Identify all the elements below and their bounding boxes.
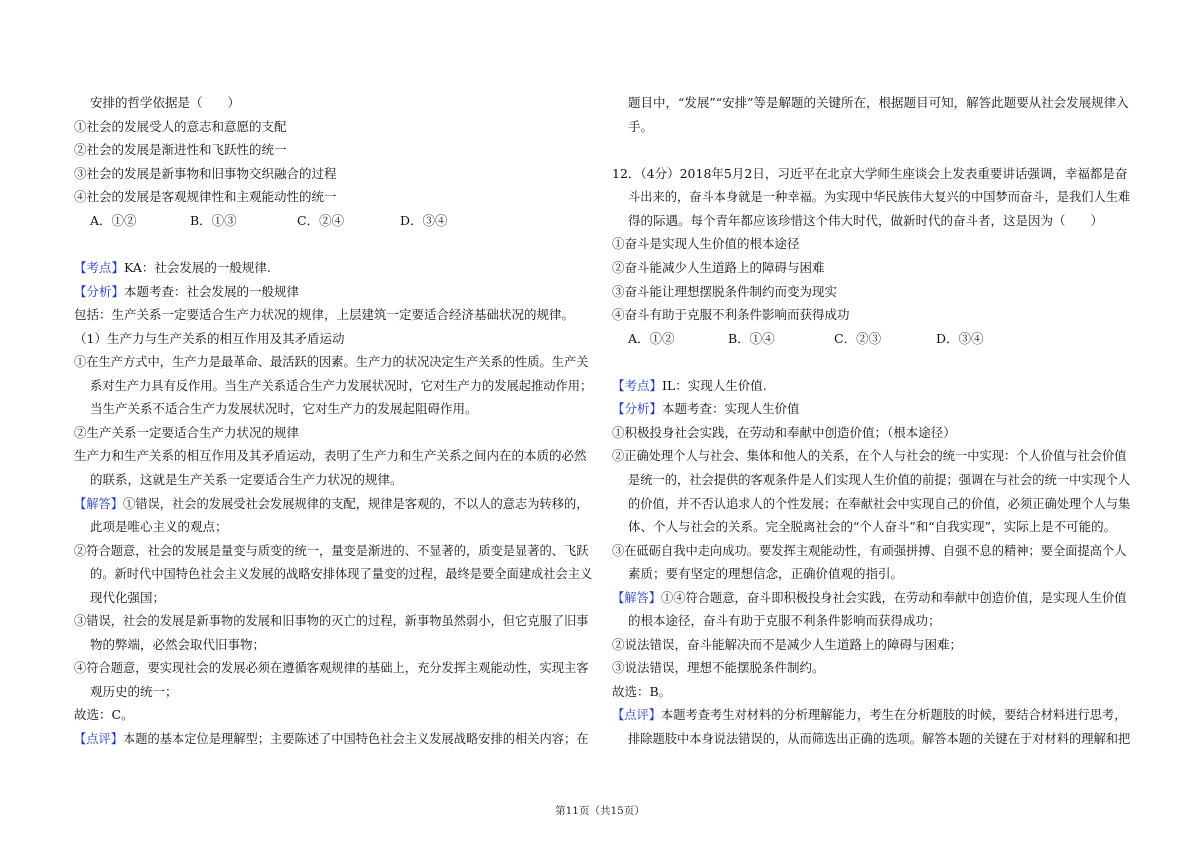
jieda-text: ①错误，社会的发展受社会发展规律的支配，规律是客观的，不以人的意志为转移的， [123,497,589,511]
jieda-para: 的。新时代中国特色社会主义发展的战略安排体现了量变的过程，最终是要全面建成社会主义 [90,567,593,581]
fenxi-para: （1）生产力与生产关系的相互作用及其矛盾运动 [74,331,345,346]
question-12-stem: 12．（4分）2018年5月2日，习近平在北京大学师生座谈会上发表重要讲话强调，幸福都是奋 [612,166,1128,181]
fenxi-para: 的联系，这就是生产关系一定要适合生产力状况的规律。 [90,472,403,487]
question-12-stem: 斗出来的，奋斗本身就是一种幸福。为实现中华民族伟大复兴的中国梦而奋斗，是我们人生难 [628,190,1131,204]
jieda-tag: 【解答】 [74,497,123,511]
kaodian-text: IL：实现人生价值. [662,378,767,393]
dianping-tag: 【点评】 [612,708,661,722]
answer-options [628,331,984,347]
prev-dianping-tail: 题目中，“发展”“安排”等是解题的关键所在，根据题目可知，解答此题要从社会发展规律入 [628,95,1129,110]
jieda-para: ②符合题意，社会的发展是量变与质变的统一，量变是渐进的、不显著的，质变是显著的、飞跃 [74,544,589,558]
kaodian-text: KA：社会发展的一般规律. [124,260,271,275]
fenxi-para: 包括：生产关系一定要适合生产力状况的规律，上层建筑一定要适合经济基础状况的规律。 [74,307,575,322]
jieda-tag: 【解答】 [612,591,661,605]
jieda-text: ①④符合题意，奋斗即积极投身社会实践，在劳动和奉献中创造价值，是实现人生价值 [661,591,1127,605]
jieda-para: ③错误，社会的发展是新事物的发展和旧事物的灭亡的过程，新事物虽然弱小，但它克服了旧事 [74,614,589,628]
page-number-footer: 第11页（共15页） [555,805,645,817]
option-a: A．①② [628,331,675,346]
choice-item-1: ①社会的发展受人的意志和意愿的支配 [74,119,287,134]
choice-item-3: ③社会的发展是新事物和旧事物交织融合的过程 [74,166,337,181]
fenxi-text: 本题考查：实现人生价值 [662,401,800,416]
question-stem-tail: 安排的哲学依据是（ ） [90,95,241,110]
fenxi-text: 本题考查：社会发展的一般规律 [124,284,300,299]
jieda-line [612,590,1127,606]
fenxi-tag: 【分析】 [612,401,663,416]
dianping-text: 本题考查考生对材料的分析理解能力，考生在分析题肢的时候，要结合材料进行思考， [661,708,1127,722]
prev-dianping-tail: 手。 [628,119,654,134]
fenxi-tag: 【分析】 [74,284,125,299]
kaodian-tag: 【考点】 [74,260,125,275]
choice-item-3: ③奋斗能让理想摆脱条件制约而变为现实 [612,284,838,299]
fenxi-para: ②生产关系一定要适合生产力状况的规律 [74,425,300,440]
option-d: D．③④ [936,331,984,346]
choice-item-2: ②社会的发展是渐进性和飞跃性的统一 [74,142,287,157]
dianping-tag: 【点评】 [74,732,123,746]
jieda-para: 观历史的统一； [90,684,178,699]
fenxi-para: 生产力和生产关系的相互作用及其矛盾运动，表明了生产力和生产关系之间内在的本质的必然 [74,448,587,463]
fenxi-para: ②正确处理个人与社会、集体和他人的关系，在个人与社会的统一中实现：个人价值与社会价值 [612,449,1127,463]
option-b: B．①④ [728,331,775,346]
jieda-para: 此项是唯心主义的观点； [90,519,228,534]
fenxi-para: ①在生产方式中，生产力是最革命、最活跃的因素。生产力的状况决定生产关系的性质。生产关 [74,355,589,369]
jieda-para: ④符合题意，要实现社会的发展必须在遵循客观规律的基础上，充分发挥主观能动性，实现主客 [74,661,589,675]
fenxi-para: 当生产关系不适合生产力发展状况时，它对生产力的发展起阻碍作用。 [90,401,478,416]
dianping-line [612,707,1127,723]
fenxi-para: 素质；要有坚定的理想信念，正确价值观的指引。 [628,566,904,581]
answer-choice: 故选：B。 [612,684,672,699]
fenxi-line [612,401,800,417]
question-12-stem: 得的际遇。每个青年都应该珍惜这个伟大时代，做新时代的奋斗者，这是因为（ ） [628,213,1104,228]
dianping-line [74,731,589,747]
jieda-para: 现代化强国； [90,590,166,605]
jieda-line [74,496,589,512]
kaodian-line [74,260,271,276]
fenxi-line [74,284,299,300]
option-a: A．①② [90,213,137,228]
jieda-para: 的根本途径，奋斗有助于克服不利条件影响而获得成功； [628,613,941,628]
option-b: B．①③ [190,213,237,228]
choice-item-2: ②奋斗能减少人生道路上的障碍与困难 [612,260,825,275]
choice-item-4: ④奋斗有助于克服不利条件影响而获得成功 [612,307,850,322]
fenxi-para: 系对生产力具有反作用。当生产关系适合生产力发展状况时，它对生产力的发展起推动作用； [90,379,593,393]
dianping-para: 排除题肢中本身说法错误的，从而筛选出正确的选项。解答本题的关键在于对材料的理解和把 [628,732,1131,746]
fenxi-para: ③在砥砺自我中走向成功。要发挥主观能动性，有顽强拼搏、自强不息的精神；要全面提高个人 [612,544,1127,558]
option-d: D．③④ [400,213,448,228]
option-c: C．②③ [834,331,882,346]
fenxi-para: 是统一的，社会提供的客观条件是人们实现人生价值的前提；强调在与社会的统一中实现个人 [628,473,1131,487]
jieda-para: ③说法错误，理想不能摆脱条件制约。 [612,660,825,675]
choice-item-1: ①奋斗是实现人生价值的根本途径 [612,236,800,251]
jieda-para: 物的弊端，必然会取代旧事物； [90,637,266,652]
dianping-text: 本题的基本定位是理解型；主要陈述了中国特色社会主义发展战略安排的相关内容；在 [123,732,589,746]
fenxi-para: 体、个人与社会的关系。完全脱离社会的“个人奋斗”和“自我实现”，实际上是不可能的。 [628,519,1117,534]
fenxi-para: ①积极投身社会实践，在劳动和奉献中创造价值；（根本途径） [612,425,956,440]
answer-options [90,213,448,229]
jieda-para: ②说法错误，奋斗能解决而不是减少人生道路上的障碍与困难； [612,637,963,652]
answer-choice: 故选：C。 [74,707,134,722]
choice-item-4: ④社会的发展是客观规律性和主观能动性的统一 [74,189,337,204]
option-c: C．②④ [297,213,345,228]
kaodian-tag: 【考点】 [612,378,663,393]
fenxi-para: 的价值，并不否认追求人的个性发展；在奉献社会中实现自己的价值，必须正确处理个人与集 [628,497,1131,511]
kaodian-line [612,378,767,394]
